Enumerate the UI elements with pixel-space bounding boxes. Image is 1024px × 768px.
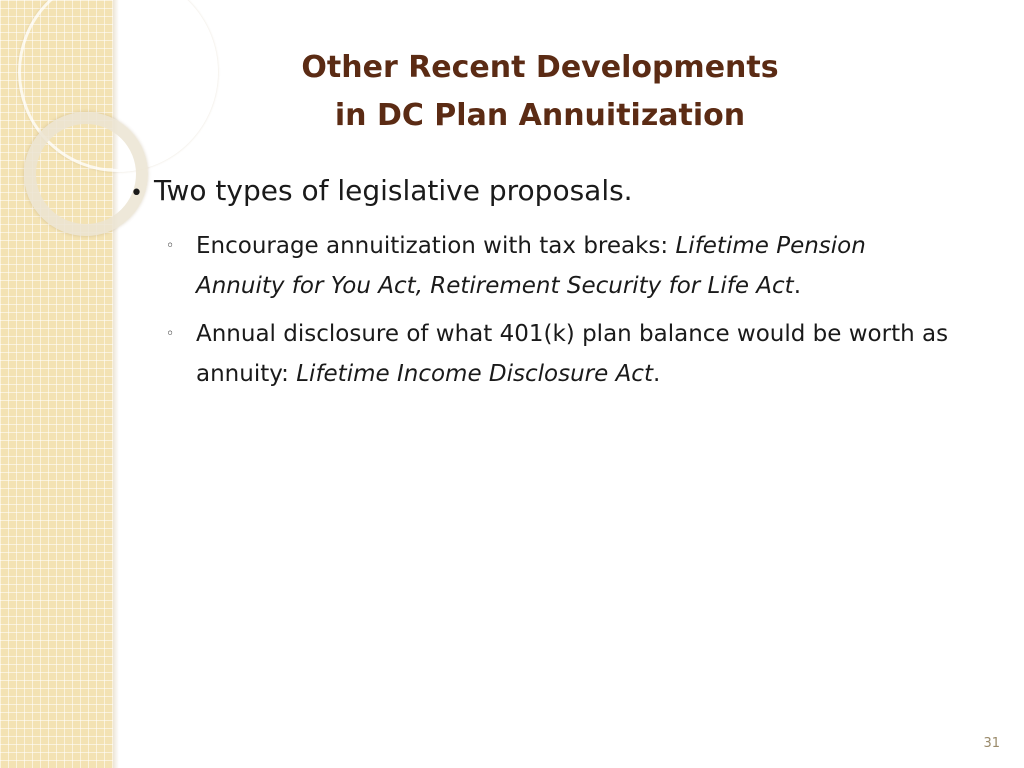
- sub-bullet-period: .: [652, 361, 661, 387]
- sub-bullet-text: [196, 314, 956, 394]
- sub-bullet-plain-text: Encourage annuitization with tax breaks:: [196, 233, 676, 259]
- title-line-2: in DC Plan Annuitization: [334, 98, 746, 133]
- sub-bullet-period: .: [793, 273, 802, 299]
- main-bullet-item: [130, 165, 970, 220]
- sub-bullet-item: [166, 226, 970, 306]
- sub-bullet-icon: ◦: [166, 326, 175, 342]
- sub-bullet-icon: ◦: [166, 238, 175, 254]
- bullet-icon: •: [130, 181, 143, 206]
- slide-title: [160, 44, 920, 140]
- sub-bullet-text: [196, 226, 956, 306]
- page-number: 31: [983, 736, 1000, 751]
- title-line-1: Other Recent Developments: [301, 50, 779, 85]
- legislation-names: Lifetime Income Disclosure Act: [296, 361, 653, 387]
- sub-bullet-plain-text: Annual disclosure of what 401(k) plan balance would be worth as annuity:: [196, 321, 949, 387]
- slide-body: [130, 165, 970, 402]
- main-bullet-text: Two types of legislative proposals.: [154, 174, 633, 207]
- legislation-names: Lifetime Pension Annuity for You Act, Retirement Security for Life Act: [196, 233, 866, 299]
- sub-bullet-item: [166, 314, 970, 394]
